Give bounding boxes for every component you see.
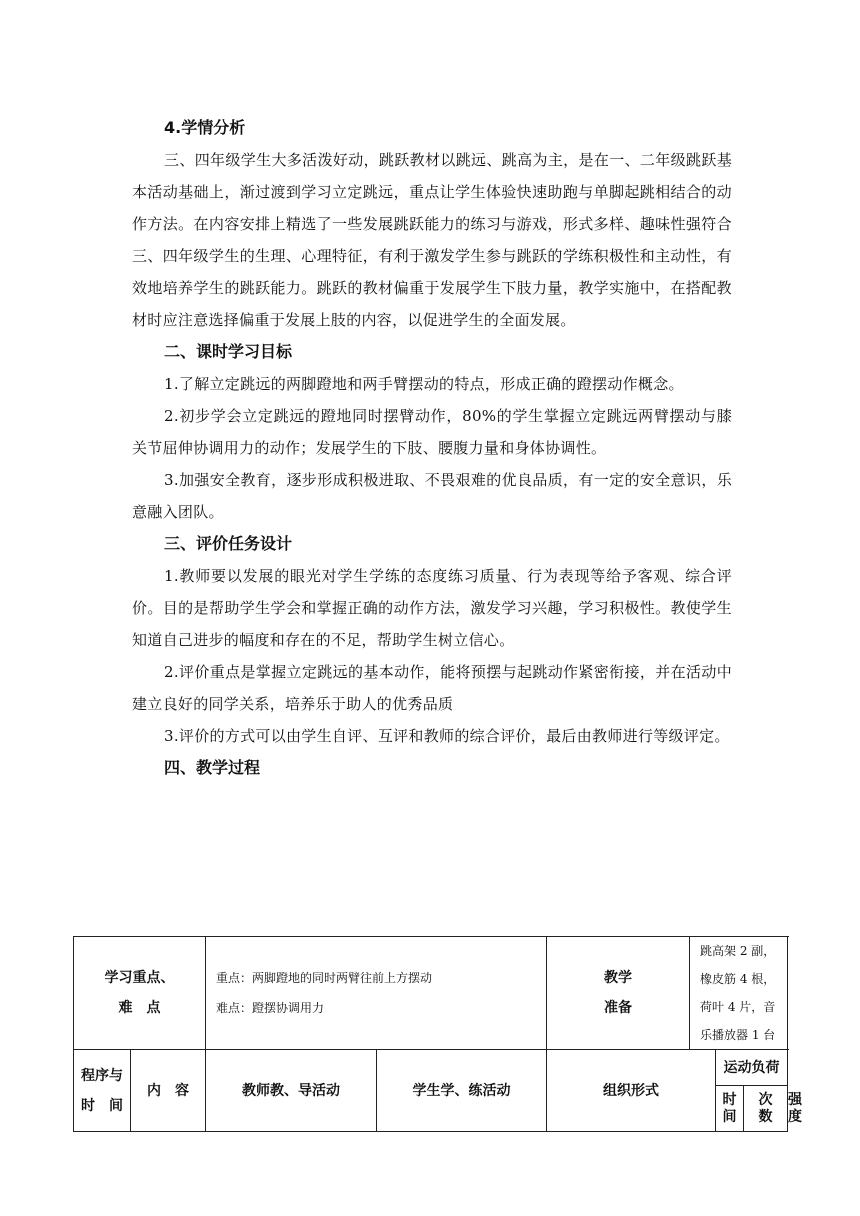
table-row [74,937,788,1050]
document-body [132,112,732,784]
time-subheader [716,1086,744,1132]
time-subheader-text: 时间 [722,1091,737,1125]
heading-objectives: 二、课时学习目标 [164,342,293,361]
objective-item-2: 2.初步学会立定跳远的蹬地同时摆臂动作，80%的学生掌握立定跳远两臂摆动与膝关节屈伸协调用力的动作；发展学生的下肢、腰腹力量和身体协调性。 [132,407,732,457]
key-point-text: 重点：两脚蹬地的同时两臂往前上方摆动 [216,971,433,985]
program-label-line-2: 时 间 [81,1097,123,1114]
focus-label-line-2: 难 点 [118,1000,161,1016]
heading-learning-analysis: 4.学情分析 [164,118,246,137]
exercise-load-header: 运动负荷 [716,1050,788,1086]
content-header: 内 容 [131,1050,206,1132]
focus-label-cell [74,937,206,1050]
program-label-line-1: 程序与 [81,1067,123,1084]
organization-header: 组织形式 [547,1050,716,1132]
prep-label-line-2: 准备 [604,1000,633,1016]
count-subheader [744,1086,788,1132]
teacher-activity-header: 教师教、导活动 [206,1050,377,1132]
heading-process: 四、教学过程 [164,758,261,777]
evaluation-item-1: 1.教师要以发展的眼光对学生学练的态度练习质量、行为表现等给予客观、综合评价。目的是帮助学生学会和掌握正确的动作方法，激发学习兴趣，学习积极性。教使学生知道自己进步的幅度和存在的不足，帮助学生树立信心。 [132,567,732,649]
evaluation-item-3: 3.评价的方式可以由学生自评、互评和教师的综合评价，最后由教师进行等级评定。 [164,727,730,745]
focus-label-line-1: 学习重点、 [104,970,175,986]
objective-item-1: 1.了解立定跳远的两脚蹬地和两手臂摆动的特点，形成正确的蹬摆动作概念。 [164,375,684,393]
table-row [74,1050,788,1086]
program-time-header [74,1050,131,1132]
objective-item-3: 3.加强安全教育，逐步形成积极进取、不畏艰难的优良品质，有一定的安全意识，乐意融入团队。 [132,471,732,521]
intensity-subheader-text: 强度 [788,1091,803,1125]
prep-content-cell: 跳高架 2 副，橡皮筋 4 根，荷叶 4 片，音乐播放器 1 台 [690,937,788,1050]
student-activity-header: 学生学、练活动 [377,1050,547,1132]
lesson-plan-table [73,936,803,1132]
heading-evaluation: 三、评价任务设计 [164,534,293,553]
evaluation-item-2: 2.评价重点是掌握立定跳远的基本动作，能将预摆与起跳动作紧密衔接，并在活动中建立良好的同学关系，培养乐于助人的优秀品质 [132,663,732,713]
prep-label-line-1: 教学 [604,970,633,986]
difficulty-text: 难点：蹬摆协调用力 [216,1001,325,1015]
count-subheader-text: 次数 [758,1091,773,1125]
learning-analysis-paragraph: 三、四年级学生大多活泼好动，跳跃教材以跳远、跳高为主，是在一、二年级跳跃基本活动基础上，渐过渡到学习立定跳远，重点让学生体验快速助跑与单脚起跳相结合的动作方法。在内容安排上精选了一些发展跳跃能力的练习与游戏，形式多样、趣味性强符合三、四年级学生的生理、心理特征，有利于激发学生参与跳跃的学练积极性和主动性，有效地培养学生的跳跃能力。跳跃的教材偏重于发展学生下肢力量，教学实施中，在搭配教材时应注意选择偏重于发展上肢的内容，以促进学生的全面发展。 [132,151,732,329]
prep-label-cell [547,937,690,1050]
focus-content-cell [206,937,547,1050]
